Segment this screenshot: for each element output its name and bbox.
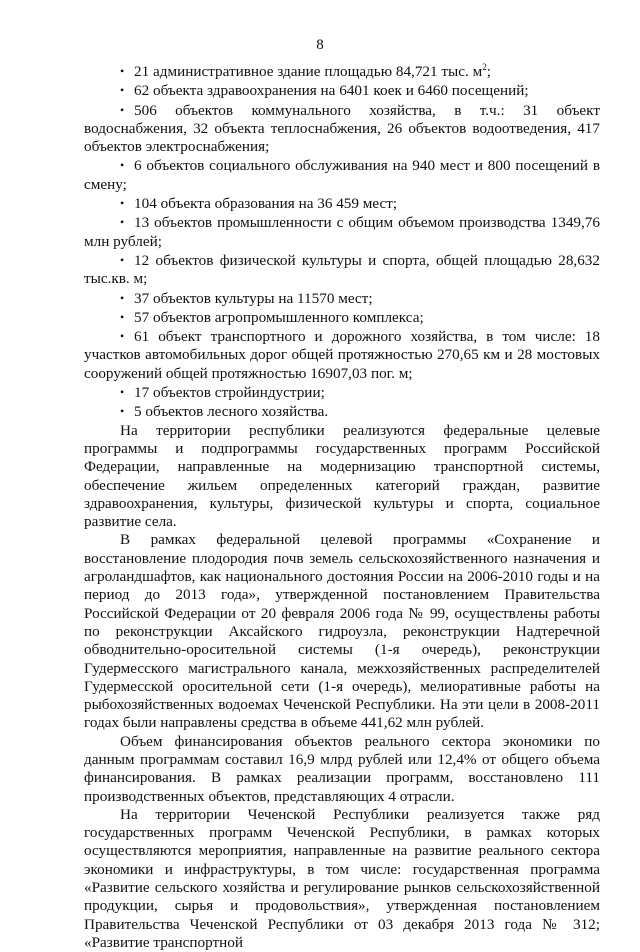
superscript: 2: [482, 62, 487, 72]
paragraph-federal-programs: На территории республики реализуются федеральные целевые программы и подпрограммы государственных программ Российской Федерации, направленные на модернизацию транспортной системы, обеспечение жильем определенных категорий граждан, развитие здравоохранения, культуры, физической культуры и спорта, социальное развитие села.: [84, 421, 600, 531]
list-item: [84, 62, 600, 81]
bullet-icon: •: [120, 215, 125, 230]
bullet-icon: •: [120, 196, 125, 211]
bullet-icon: •: [120, 329, 125, 344]
page-number: 8: [316, 37, 324, 53]
list-item: [84, 156, 600, 194]
bullet-icon: •: [120, 83, 125, 98]
list-item: [84, 402, 600, 421]
bullet-icon: •: [120, 158, 125, 173]
list-item-text: 17 объектов стройиндустрии;: [134, 384, 325, 402]
list-item-text: 62 объекта здравоохранения на 6401 коек и 6460 посещений;: [134, 82, 529, 100]
paragraph-state-programs: На территории Чеченской Республики реализуется также ряд государственных программ Чеченской Республики, в рамках которых осуществляются мероприятия, направленные на развитие реального сектора экономики и инфраструктуры, в том числе: государственная программа «Развитие сельского хозяйства и регулирование рынков сельскохозяйственной продукции, сырья и продовольствия», утвержденная постановлением Правительства Чеченской Республики от 03 декабря 2013 года № 312; «Развитие транспортной: [84, 805, 600, 951]
list-item-text: 21 административное здание площадью 84,721 тыс. м: [134, 63, 483, 80]
list-item: [84, 327, 600, 383]
list-item: [84, 194, 600, 213]
list-item-text: 12 объектов физической культуры и спорта, общей площадью 28,632 тыс.кв. м;: [84, 251, 600, 288]
list-item-text: 57 объектов агропромышленного комплекса;: [134, 308, 424, 326]
list-item-text: 5 объектов лесного хозяйства.: [134, 403, 329, 421]
bullet-icon: •: [120, 385, 125, 400]
list-item-text: 506 объектов коммунального хозяйства, в т.ч.: 31 объект водоснабжения, 32 объекта теплоснабжения, 26 объектов водоотведения, 417 объектов электроснабжения;: [84, 101, 600, 156]
list-item: [84, 81, 600, 100]
document-body: [84, 62, 600, 952]
list-item-tail: ;: [486, 63, 491, 80]
bullet-icon: •: [120, 404, 125, 419]
bullet-icon: •: [120, 252, 125, 267]
bullet-icon: •: [120, 309, 125, 324]
bullet-icon: •: [120, 290, 125, 305]
list-item: [84, 289, 600, 308]
list-item-text: 104 объекта образования на 36 459 мест;: [134, 195, 398, 213]
list-item: [84, 251, 600, 289]
list-item-text: 13 объектов промышленности с общим объемом производства 1349,76 млн рублей;: [84, 214, 600, 250]
list-item: [84, 308, 600, 327]
bullet-list: [84, 62, 600, 422]
list-item: [84, 383, 600, 402]
bullet-icon: •: [120, 102, 125, 117]
list-item: [84, 213, 600, 251]
list-item: [84, 101, 600, 157]
bullet-icon: •: [120, 64, 125, 78]
list-item-text: 37 объектов культуры на 11570 мест;: [134, 289, 373, 307]
list-item-text: 6 объектов социального обслуживания на 940 мест и 800 посещений в смену;: [84, 157, 600, 193]
paragraph-financing: Объем финансирования объектов реального сектора экономики по данным программам составил 16,9 млрд рублей или 12,4% от общего объема финансирования. В рамках реализации программ, восстановлено 111 производственных объектов, представляющих 4 отрасли.: [84, 732, 600, 805]
list-item-text: 61 объект транспортного и дорожного хозяйства, в том числе: 18 участков автомобильных дорог общей протяжностью 270,65 км и 28 мостовых сооружений общей протяжностью 16907,03 пог. м;: [84, 328, 600, 382]
paragraph-soil-program: В рамках федеральной целевой программы «Сохранение и восстановление плодородия почв земель сельскохозяйственного назначения и агроландшафтов, как национального достояния России на 2006-2010 годы и на период до 2013 года», утвержденной постановлением Правительства Российской Федерации от 20 февраля 2006 года № 99, осуществлены работы по реконструкции Аксайского гидроузла, реконструкции Надтеречной обводнительно-оросительной системы (1-я очередь), реконструкции Гудермесского магистрального канала, межхозяйственных распределителей Гудермесской оросительной сети (1-я очередь), мелиоративные работы на рыбохозяйственных водоемах Чеченской Республики. На эти цели в 2008-2011 годах были направлены средства в объеме 441,62 млн рублей.: [84, 531, 600, 732]
